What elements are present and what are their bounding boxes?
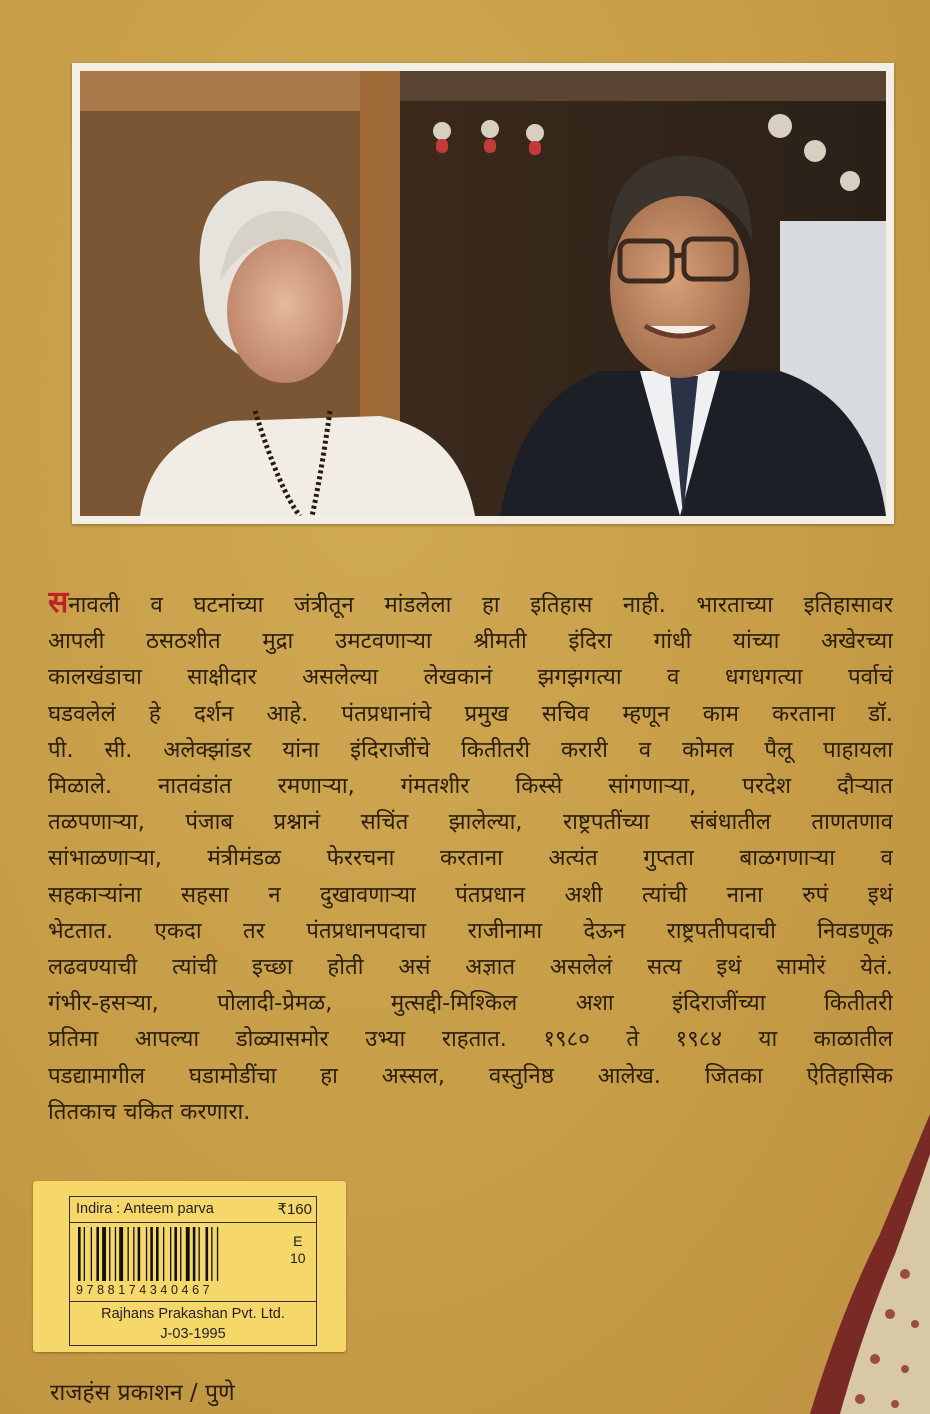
- barcode-bar: [174, 1227, 177, 1281]
- drop-cap: स: [48, 585, 69, 620]
- barcode-bar: [78, 1227, 81, 1281]
- fabric-corner-decoration: [810, 1114, 930, 1414]
- cover-photo: [80, 71, 886, 516]
- barcode-bar: [186, 1227, 190, 1281]
- stock-code-line-2: 10: [290, 1250, 306, 1266]
- blurb-line: मिळाले. नातवंडांत रमणाऱ्या, गंमतशीर किस्से सांगणाऱ्या, परदेश दौऱ्यात: [48, 773, 893, 800]
- price-sticker-footer: [70, 1301, 316, 1347]
- blurb-line: पी. सी. अलेक्झांडर यांना इंदिराजींचे कितीतरी करारी व कोमल पैलू पाहायला: [48, 736, 893, 763]
- barcode-bar: [96, 1227, 99, 1281]
- blurb-line: गंभीर-हसऱ्या, पोलादी-प्रेमळ, मुत्सद्दी-मिश्किल अशा इंदिराजींच्या कितीतरी: [48, 990, 893, 1017]
- barcode-bar: [133, 1227, 134, 1281]
- blurb-line: [48, 585, 893, 623]
- price-sticker-box: [69, 1196, 317, 1346]
- barcode: [76, 1227, 276, 1299]
- cover-photo-frame: [72, 63, 894, 524]
- barcode-bar: [109, 1227, 110, 1281]
- publisher-label: Rajhans Prakashan Pvt. Ltd.: [101, 1306, 285, 1322]
- blurb-line: आपली ठसठशीत मुद्रा उमटवणाऱ्या श्रीमती इंदिरा गांधी यांच्या अखेरच्या: [48, 628, 893, 655]
- barcode-bar: [128, 1227, 129, 1281]
- blurb-line: कालखंडाचा साक्षीदार असलेल्या लेखकानं झगझगत्या व धगधगत्या पर्वाचं: [48, 664, 893, 691]
- barcode-bar: [115, 1227, 116, 1281]
- price-sticker: [33, 1181, 346, 1352]
- blurb-line-text: नावली व घटनांच्या जंत्रीतून मांडलेला हा इतिहास नाही. भारताच्या इतिहासावर: [68, 592, 893, 618]
- barcode-bar: [150, 1227, 153, 1281]
- stock-code: [290, 1233, 306, 1267]
- barcode-bar: [156, 1227, 159, 1281]
- barcode-bar: [170, 1227, 171, 1281]
- barcode-bar: [91, 1227, 92, 1281]
- barcode-bar: [163, 1227, 164, 1281]
- blurb-line: सांभाळणाऱ्या, मंत्रीमंडळ फेररचना करताना अत्यंत गुप्तता बाळगणाऱ्या व: [48, 845, 893, 872]
- blurb-line: सहकाऱ्यांना सहसा न दुखावणाऱ्या पंतप्रधान अशी त्यांची नाना रुपं इथं: [48, 881, 893, 908]
- barcode-bars: [76, 1227, 276, 1281]
- date-code-label: J-03-1995: [160, 1326, 226, 1342]
- blurb-text: [48, 585, 893, 1130]
- barcode-bar: [199, 1227, 200, 1281]
- barcode-bar: [193, 1227, 196, 1281]
- blurb-line: तळपणाऱ्या, पंजाब प्रश्नानं सचिंत झालेल्या, राष्ट्रपतींच्या संबंधातील ताणतणाव: [48, 809, 893, 836]
- book-title-label: Indira : Anteem parva: [76, 1201, 214, 1217]
- isbn-digits: 9788174340467: [76, 1283, 214, 1297]
- barcode-bar: [119, 1227, 123, 1281]
- price-label: ₹160: [277, 1201, 312, 1218]
- barcode-bar: [211, 1227, 212, 1281]
- blurb-line: पडद्यामागील घडामोडींचा हा अस्सल, वस्तुनिष्ठ आलेख. जितका ऐतिहासिक: [48, 1062, 893, 1089]
- blurb-line: प्रतिमा आपल्या डोळ्यासमोर उभ्या राहतात. १९८० ते १९८४ या काळातील: [48, 1026, 893, 1053]
- barcode-bar: [206, 1227, 209, 1281]
- blurb-line: तितकाच चकित करणारा.: [48, 1098, 251, 1125]
- publisher-footer: राजहंस प्रकाशन / पुणे: [50, 1380, 235, 1406]
- barcode-bar: [217, 1227, 218, 1281]
- barcode-bar: [180, 1227, 181, 1281]
- barcode-bar: [102, 1227, 106, 1281]
- price-sticker-header: [70, 1197, 316, 1223]
- barcode-bar: [138, 1227, 141, 1281]
- barcode-bar: [146, 1227, 147, 1281]
- blurb-line: लढवण्याची त्यांची इच्छा होती असं अज्ञात असलेलं सत्य इथं सामोरं येतं.: [48, 954, 893, 981]
- blurb-line: घडवलेलं हे दर्शन आहे. पंतप्रधानांचे प्रमुख सचिव म्हणून काम करताना डॉ.: [48, 700, 893, 727]
- blurb-line: भेटतात. एकदा तर पंतप्रधानपदाचा राजीनामा देऊन राष्ट्रपतीपदाची निवडणूक: [48, 917, 893, 944]
- stock-code-line-1: E: [293, 1233, 303, 1249]
- barcode-bar: [84, 1227, 85, 1281]
